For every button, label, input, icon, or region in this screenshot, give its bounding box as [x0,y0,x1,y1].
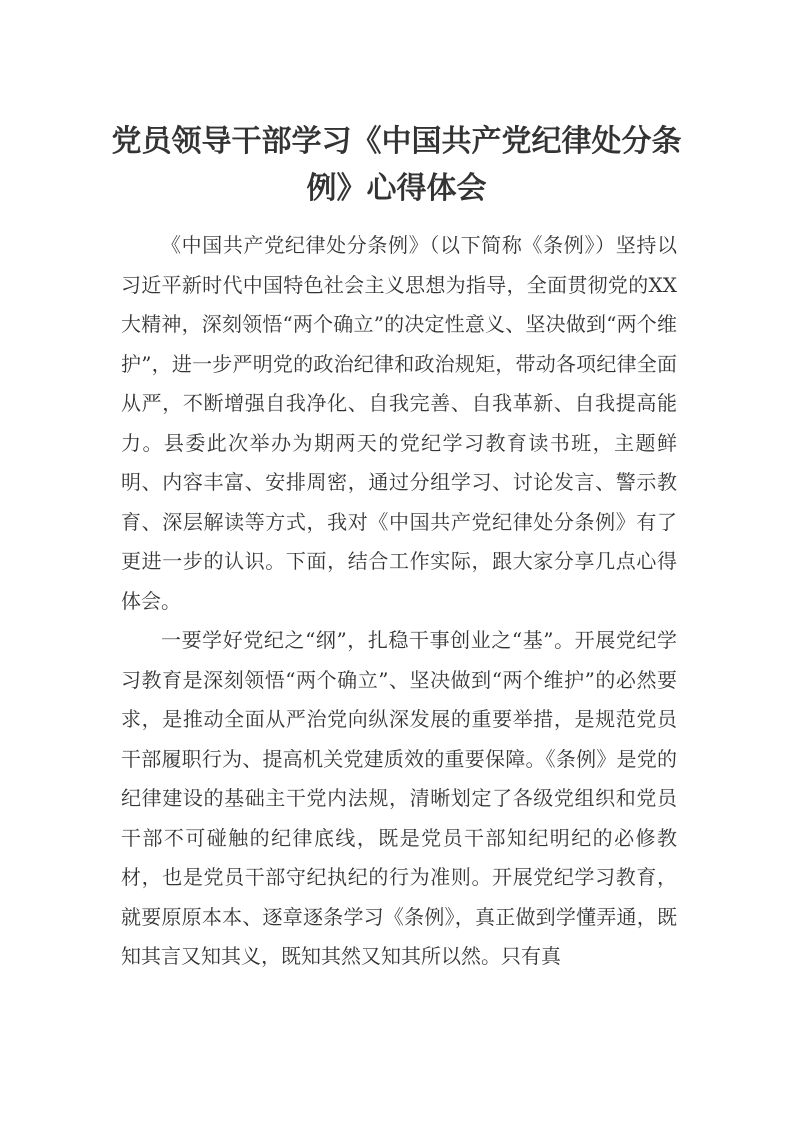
document-body [121,226,677,977]
paragraph-point-one: 一要学好党纪之“纲”，扎稳干事创业之“基”。开展党纪学习教育是深刻领悟“两个确立”、坚决做到“两个维护”的必然要求，是推动全面从严治党向纵深发展的重要举措，是规范党员干部履职行为、提高机关党建质效的重要保障。《条例》是党的纪律建设的基础主干党内法规，清晰划定了各级党组织和党员干部不可碰触的纪律底线，既是党员干部知纪明纪的必修教材，也是党员干部守纪执纪的行为准则。开展党纪学习教育，就要原原本本、逐章逐条学习《条例》，真正做到学懂弄通，既知其言又知其义，既知其然又知其所以然。只有真 [121,628,677,968]
document-title: 党员领导干部学习《中国共产党纪律处分条例》心得体会 [111,124,682,206]
paragraph-intro: 《中国共产党纪律处分条例》（以下简称《条例》）坚持以习近平新时代中国特色社会主义思想为指导，全面贯彻党的XX大精神，深刻领悟“两个确立”的决定性意义、坚决做到“两个维护”，进一步严明党的政治纪律和政治规矩，带动各项纪律全面从严，不断增强自我净化、自我完善、自我革新、自我提高能力。县委此次举办为期两天的党纪学习教育读书班，主题鲜明、内容丰富、安排周密，通过分组学习、讨论发言、警示教育、深层解读等方式，我对《中国共产党纪律处分条例》有了更进一步的认识。下面，结合工作实际，跟大家分享几点心得体会。 [121,233,677,613]
